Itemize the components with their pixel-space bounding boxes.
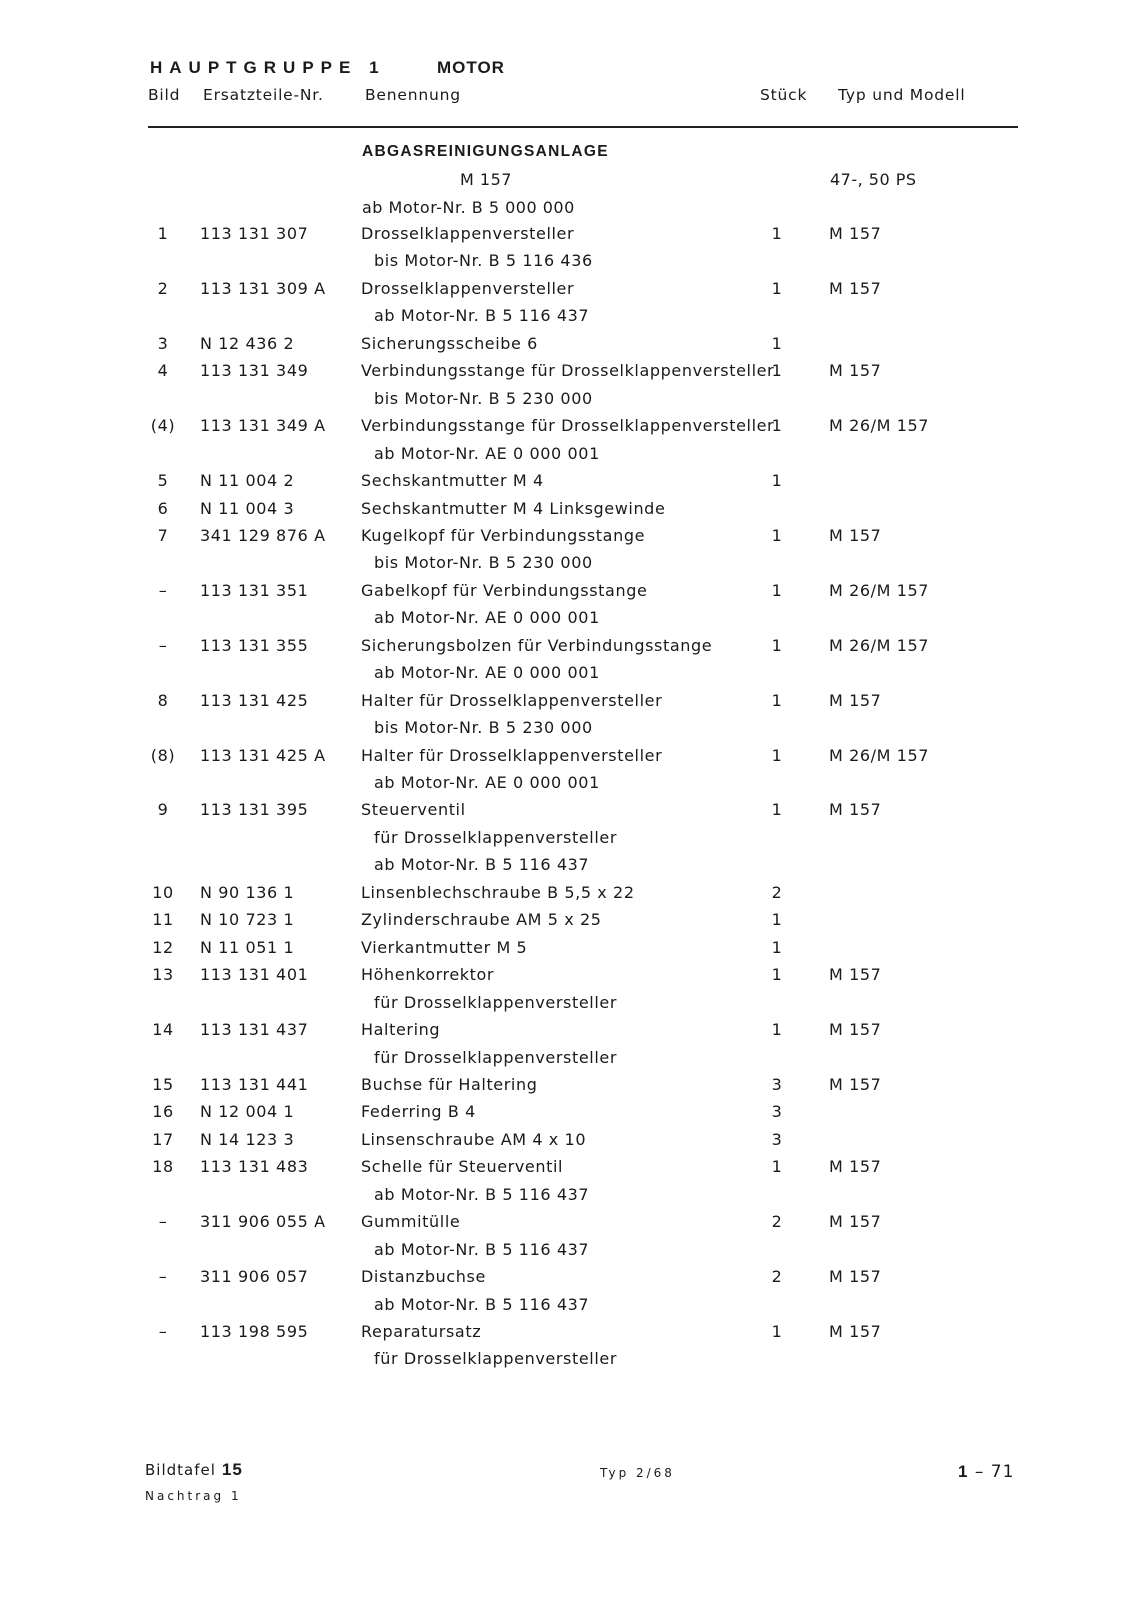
- part-detail: ab Motor-Nr. B 5 116 437: [374, 855, 590, 875]
- type-model: M 157: [829, 525, 882, 545]
- type-model: M 157: [829, 278, 882, 298]
- quantity: 2: [771, 1267, 783, 1287]
- quantity: 2: [771, 882, 783, 902]
- table-row: [0, 499, 1134, 526]
- quantity: 1: [771, 1157, 783, 1177]
- part-name: Sechskantmutter M 4: [361, 471, 544, 491]
- page-number: [958, 1462, 1014, 1482]
- quantity: 1: [771, 690, 783, 710]
- bild-cell: 15: [152, 1074, 174, 1094]
- part-number: N 12 436 2: [200, 333, 295, 353]
- type-model: M 157: [829, 1267, 882, 1287]
- part-number: 113 131 309 A: [200, 278, 326, 298]
- part-number: 113 131 351: [200, 580, 309, 600]
- bild-cell: (4): [150, 416, 176, 436]
- part-name: Haltering: [361, 1020, 441, 1040]
- table-row: [0, 581, 1134, 608]
- part-name: Gummitülle: [361, 1212, 461, 1232]
- bild-cell: 14: [152, 1020, 174, 1040]
- table-row-detail: [0, 251, 1134, 278]
- bild-cell: 6: [157, 498, 169, 518]
- bild-cell: 4: [157, 361, 169, 381]
- part-name: Sicherungsbolzen für Verbindungsstange: [361, 635, 713, 655]
- part-detail: ab Motor-Nr. AE 0 000 001: [374, 663, 600, 683]
- table-row-detail: [0, 608, 1134, 635]
- part-detail: ab Motor-Nr. B 5 116 437: [374, 1184, 590, 1204]
- type-model: M 157: [829, 800, 882, 820]
- part-name: Linsenschraube AM 4 x 10: [361, 1129, 587, 1149]
- type-model: M 26/M 157: [829, 635, 930, 655]
- quantity: 3: [771, 1129, 783, 1149]
- column-header-stueck: Stück: [760, 86, 808, 104]
- table-row: [0, 1267, 1134, 1294]
- quantity: 1: [771, 800, 783, 820]
- part-detail: für Drosselklappenversteller: [374, 1349, 618, 1369]
- part-name: Vierkantmutter M 5: [361, 937, 528, 957]
- footer-nachtrag: Nachtrag 1: [145, 1489, 242, 1503]
- type-model: M 26/M 157: [829, 580, 930, 600]
- part-number: 341 129 876 A: [200, 525, 326, 545]
- part-name: Sicherungsscheibe 6: [361, 333, 538, 353]
- part-number: N 11 004 3: [200, 498, 295, 518]
- group-name: MOTOR: [437, 58, 505, 77]
- quantity: 1: [771, 224, 783, 243]
- part-name: Höhenkorrektor: [361, 965, 495, 985]
- quantity: 1: [771, 937, 783, 957]
- table-row-detail: [0, 993, 1134, 1020]
- part-number: N 11 051 1: [200, 937, 295, 957]
- part-number: N 90 136 1: [200, 882, 295, 902]
- part-number: 113 131 437: [200, 1020, 309, 1040]
- table-row: [0, 1322, 1134, 1349]
- part-detail: bis Motor-Nr. B 5 230 000: [374, 718, 593, 738]
- part-name: Schelle für Steuerventil: [361, 1157, 564, 1177]
- part-detail: bis Motor-Nr. B 5 116 436: [374, 251, 593, 271]
- quantity: 1: [771, 965, 783, 985]
- bild-cell: (8): [150, 745, 176, 765]
- table-row: [0, 224, 1134, 251]
- quantity: 1: [771, 471, 783, 491]
- quantity: 2: [771, 1212, 783, 1232]
- type-model: M 157: [829, 965, 882, 985]
- part-name: Sechskantmutter M 4 Linksgewinde: [361, 498, 666, 518]
- part-detail: ab Motor-Nr. B 5 116 437: [374, 306, 590, 326]
- table-row: [0, 1157, 1134, 1184]
- part-detail: für Drosselklappenversteller: [374, 827, 618, 847]
- part-number: 113 131 307: [200, 224, 309, 243]
- quantity: 1: [771, 910, 783, 930]
- part-name: Steuerventil: [361, 800, 466, 820]
- part-name: Verbindungsstange für Drosselklappenversteller: [361, 416, 775, 436]
- part-name: Linsenblechschraube B 5,5 x 22: [361, 882, 635, 902]
- table-row-detail: [0, 1295, 1134, 1322]
- type-model: M 157: [829, 224, 882, 243]
- table-row: [0, 416, 1134, 443]
- page-number-sub: – 71: [974, 1462, 1015, 1482]
- table-row: [0, 334, 1134, 361]
- quantity: 1: [771, 333, 783, 353]
- table-row-detail: [0, 306, 1134, 333]
- table-row-detail: [0, 1240, 1134, 1267]
- bild-cell: 11: [152, 910, 174, 930]
- part-number: 113 131 401: [200, 965, 309, 985]
- part-name: Drosselklappenversteller: [361, 224, 575, 243]
- table-row: [0, 800, 1134, 827]
- bild-cell: 16: [152, 1102, 174, 1122]
- table-row-detail: [0, 828, 1134, 855]
- part-detail: für Drosselklappenversteller: [374, 1047, 618, 1067]
- table-row: [0, 965, 1134, 992]
- table-row-detail: [0, 855, 1134, 882]
- table-row-detail: [0, 1048, 1134, 1075]
- table-row: [0, 526, 1134, 553]
- main-group-title: HAUPTGRUPPE 1: [150, 58, 386, 77]
- part-detail: ab Motor-Nr. AE 0 000 001: [374, 443, 600, 463]
- quantity: 1: [771, 580, 783, 600]
- table-row: [0, 1075, 1134, 1102]
- section-horsepower: 47-, 50 PS: [830, 170, 917, 189]
- part-detail: bis Motor-Nr. B 5 230 000: [374, 553, 593, 573]
- bild-cell: 10: [152, 882, 174, 902]
- bild-cell: 12: [152, 937, 174, 957]
- bildtafel-label: Bildtafel: [145, 1461, 216, 1479]
- bild-cell: 17: [152, 1129, 174, 1149]
- header-rule: [148, 126, 1018, 128]
- part-number: N 11 004 2: [200, 471, 295, 491]
- bild-cell: 8: [157, 690, 169, 710]
- part-number: 113 131 425: [200, 690, 309, 710]
- bild-cell: –: [158, 1267, 168, 1287]
- bild-cell: –: [158, 1212, 168, 1232]
- quantity: 1: [771, 416, 783, 436]
- quantity: 1: [771, 361, 783, 381]
- part-name: Gabelkopf für Verbindungsstange: [361, 580, 648, 600]
- table-row-detail: [0, 553, 1134, 580]
- part-name: Halter für Drosselklappenversteller: [361, 690, 663, 710]
- quantity: 1: [771, 745, 783, 765]
- part-number: 311 906 055 A: [200, 1212, 326, 1232]
- bild-cell: 9: [157, 800, 169, 820]
- part-number: 113 131 355: [200, 635, 309, 655]
- section-model: M 157: [460, 170, 512, 189]
- table-row-detail: [0, 1185, 1134, 1212]
- quantity: 1: [771, 1322, 783, 1341]
- page-number-main: 1: [958, 1462, 969, 1481]
- part-number: 113 131 349: [200, 361, 309, 381]
- bild-cell: 3: [157, 333, 169, 353]
- bild-cell: 13: [152, 965, 174, 985]
- bildtafel-number: 15: [221, 1460, 243, 1479]
- part-detail: ab Motor-Nr. B 5 116 437: [374, 1239, 590, 1259]
- table-row: [0, 746, 1134, 773]
- part-name: Zylinderschraube AM 5 x 25: [361, 910, 602, 930]
- bild-cell: –: [158, 635, 168, 655]
- table-row: [0, 636, 1134, 663]
- type-model: M 157: [829, 1212, 882, 1232]
- table-row: [0, 883, 1134, 910]
- part-number: N 10 723 1: [200, 910, 295, 930]
- table-row: [0, 1102, 1134, 1129]
- bild-cell: –: [158, 1322, 168, 1341]
- quantity: 3: [771, 1102, 783, 1122]
- part-name: Buchse für Haltering: [361, 1074, 538, 1094]
- part-detail: ab Motor-Nr. B 5 116 437: [374, 1294, 590, 1314]
- table-row-detail: [0, 444, 1134, 471]
- type-model: M 157: [829, 1020, 882, 1040]
- part-number: N 14 123 3: [200, 1129, 295, 1149]
- part-name: Kugelkopf für Verbindungsstange: [361, 525, 646, 545]
- column-header-ersatzteil: Ersatzteile-Nr.: [203, 86, 324, 104]
- footer-typ: Typ 2/68: [600, 1466, 675, 1480]
- table-row-detail: [0, 773, 1134, 800]
- part-name: Reparatursatz: [361, 1322, 482, 1341]
- part-number: 311 906 057: [200, 1267, 309, 1287]
- part-number: 113 131 395: [200, 800, 309, 820]
- table-row-detail: [0, 389, 1134, 416]
- part-number: 113 198 595: [200, 1322, 309, 1341]
- type-model: M 157: [829, 690, 882, 710]
- type-model: M 157: [829, 361, 882, 381]
- part-name: Distanzbuchse: [361, 1267, 486, 1287]
- column-header-typ: Typ und Modell: [838, 86, 966, 104]
- quantity: 3: [771, 1074, 783, 1094]
- part-number: N 12 004 1: [200, 1102, 295, 1122]
- column-header-benennung: Benennung: [365, 86, 461, 104]
- column-header-bild: Bild: [148, 86, 181, 104]
- part-name: Halter für Drosselklappenversteller: [361, 745, 663, 765]
- bild-cell: 7: [157, 525, 169, 545]
- part-name: Federring B 4: [361, 1102, 476, 1122]
- part-name: Drosselklappenversteller: [361, 278, 575, 298]
- part-detail: ab Motor-Nr. AE 0 000 001: [374, 608, 600, 628]
- part-detail: ab Motor-Nr. AE 0 000 001: [374, 773, 600, 792]
- section-motor-range: ab Motor-Nr. B 5 000 000: [362, 198, 575, 217]
- footer-bildtafel: [145, 1460, 243, 1480]
- part-number: 113 131 483: [200, 1157, 309, 1177]
- table-row: [0, 938, 1134, 965]
- bild-cell: 5: [157, 471, 169, 491]
- bild-cell: 1: [157, 224, 169, 243]
- table-row: [0, 1130, 1134, 1157]
- bild-cell: 18: [152, 1157, 174, 1177]
- table-row: [0, 1020, 1134, 1047]
- part-detail: bis Motor-Nr. B 5 230 000: [374, 388, 593, 408]
- table-row: [0, 471, 1134, 498]
- part-number: 113 131 425 A: [200, 745, 326, 765]
- type-model: M 26/M 157: [829, 745, 930, 765]
- type-model: M 157: [829, 1074, 882, 1094]
- quantity: 1: [771, 278, 783, 298]
- table-row: [0, 1212, 1134, 1239]
- part-number: 113 131 349 A: [200, 416, 326, 436]
- type-model: M 26/M 157: [829, 416, 930, 436]
- type-model: M 157: [829, 1157, 882, 1177]
- section-title: ABGASREINIGUNGSANLAGE: [362, 143, 609, 160]
- table-row-detail: [0, 718, 1134, 745]
- table-row-detail: [0, 1349, 1134, 1376]
- table-row: [0, 910, 1134, 937]
- table-row: [0, 691, 1134, 718]
- part-name: Verbindungsstange für Drosselklappenversteller: [361, 361, 775, 381]
- quantity: 1: [771, 635, 783, 655]
- bild-cell: –: [158, 580, 168, 600]
- part-detail: für Drosselklappenversteller: [374, 992, 618, 1012]
- type-model: M 157: [829, 1322, 882, 1341]
- quantity: 1: [771, 525, 783, 545]
- bild-cell: 2: [157, 278, 169, 298]
- table-row: [0, 279, 1134, 306]
- part-number: 113 131 441: [200, 1074, 309, 1094]
- table-row-detail: [0, 663, 1134, 690]
- quantity: 1: [771, 1020, 783, 1040]
- table-row: [0, 361, 1134, 388]
